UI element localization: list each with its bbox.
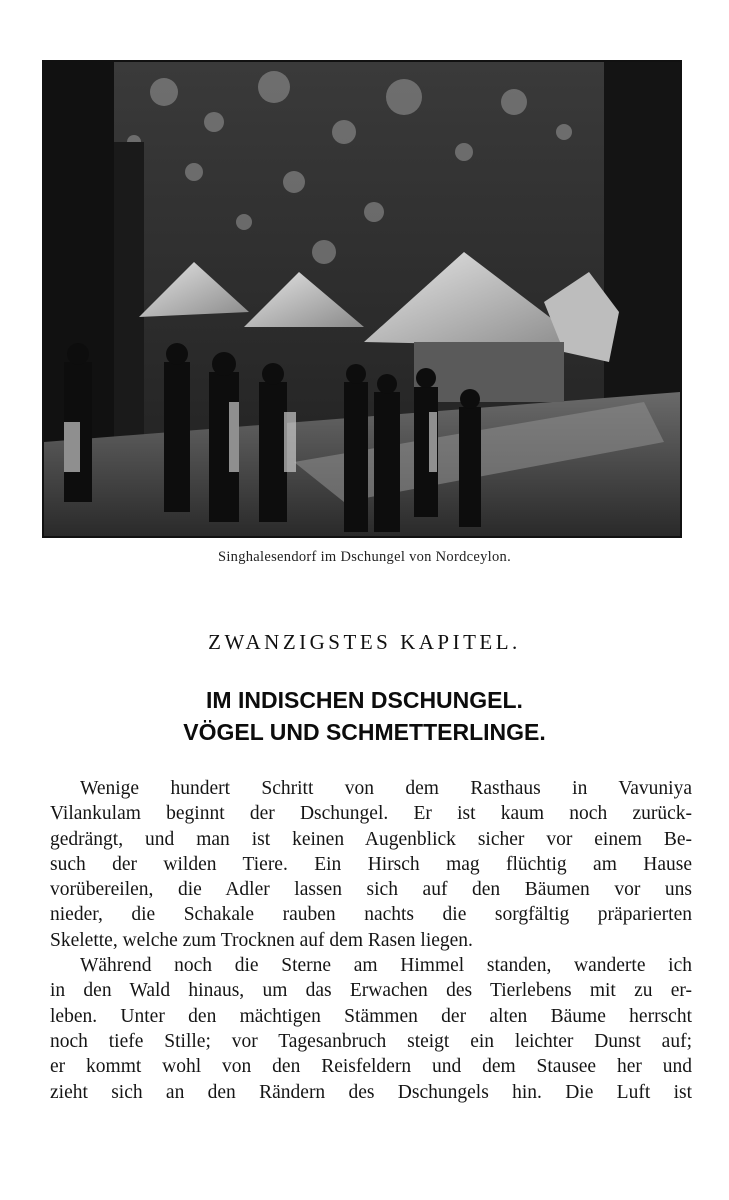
chapter-label: ZWANZIGSTES KAPITEL.	[208, 630, 521, 654]
text-line: such der wilden Tiere. Ein Hirsch mag flüchtig am Hause	[50, 853, 692, 875]
chapter-title	[0, 684, 729, 748]
text-line: leben. Unter den mächtigen Stämmen der alten Bäume herrscht	[50, 1005, 692, 1027]
village-photo	[42, 60, 682, 538]
text-line: vorübereilen, die Adler lassen sich auf den Bäumen vor uns	[50, 879, 692, 901]
text-line: gedrängt, und man ist keinen Augenblick sicher vor einem Be-	[50, 828, 692, 850]
jungle-village-image	[44, 62, 680, 536]
text-line: Vilankulam beginnt der Dschungel. Er ist kaum noch zurück-	[50, 803, 692, 825]
text-line: Während noch die Sterne am Himmel standen, wanderte ich	[80, 955, 692, 977]
chapter-title-line-1: IM INDISCHEN DSCHUNGEL.	[206, 687, 523, 713]
text-line: Skelette, welche zum Trocknen auf dem Rasen liegen.	[50, 929, 473, 951]
text-line: zieht sich an den Rändern des Dschungels hin. Die Luft ist	[50, 1081, 692, 1103]
body-text	[50, 776, 692, 1105]
figure-caption: Singhalesendorf im Dschungel von Nordceylon.	[217, 549, 512, 565]
chapter-title-line-2: VÖGEL UND SCHMETTERLINGE.	[183, 719, 546, 745]
text-line: Wenige hundert Schritt von dem Rasthaus in Vavuniya	[80, 778, 692, 799]
text-line: in den Wald hinaus, um das Erwachen des Tierlebens mit zu er-	[50, 980, 692, 1002]
text-line: er kommt wohl von den Reisfeldern und dem Stausee her und	[50, 1056, 692, 1078]
text-line: noch tiefe Stille; vor Tagesanbruch steigt ein leichter Dunst auf;	[50, 1030, 692, 1052]
text-line: nieder, die Schakale rauben nachts die sorgfältig präparierten	[50, 904, 692, 926]
